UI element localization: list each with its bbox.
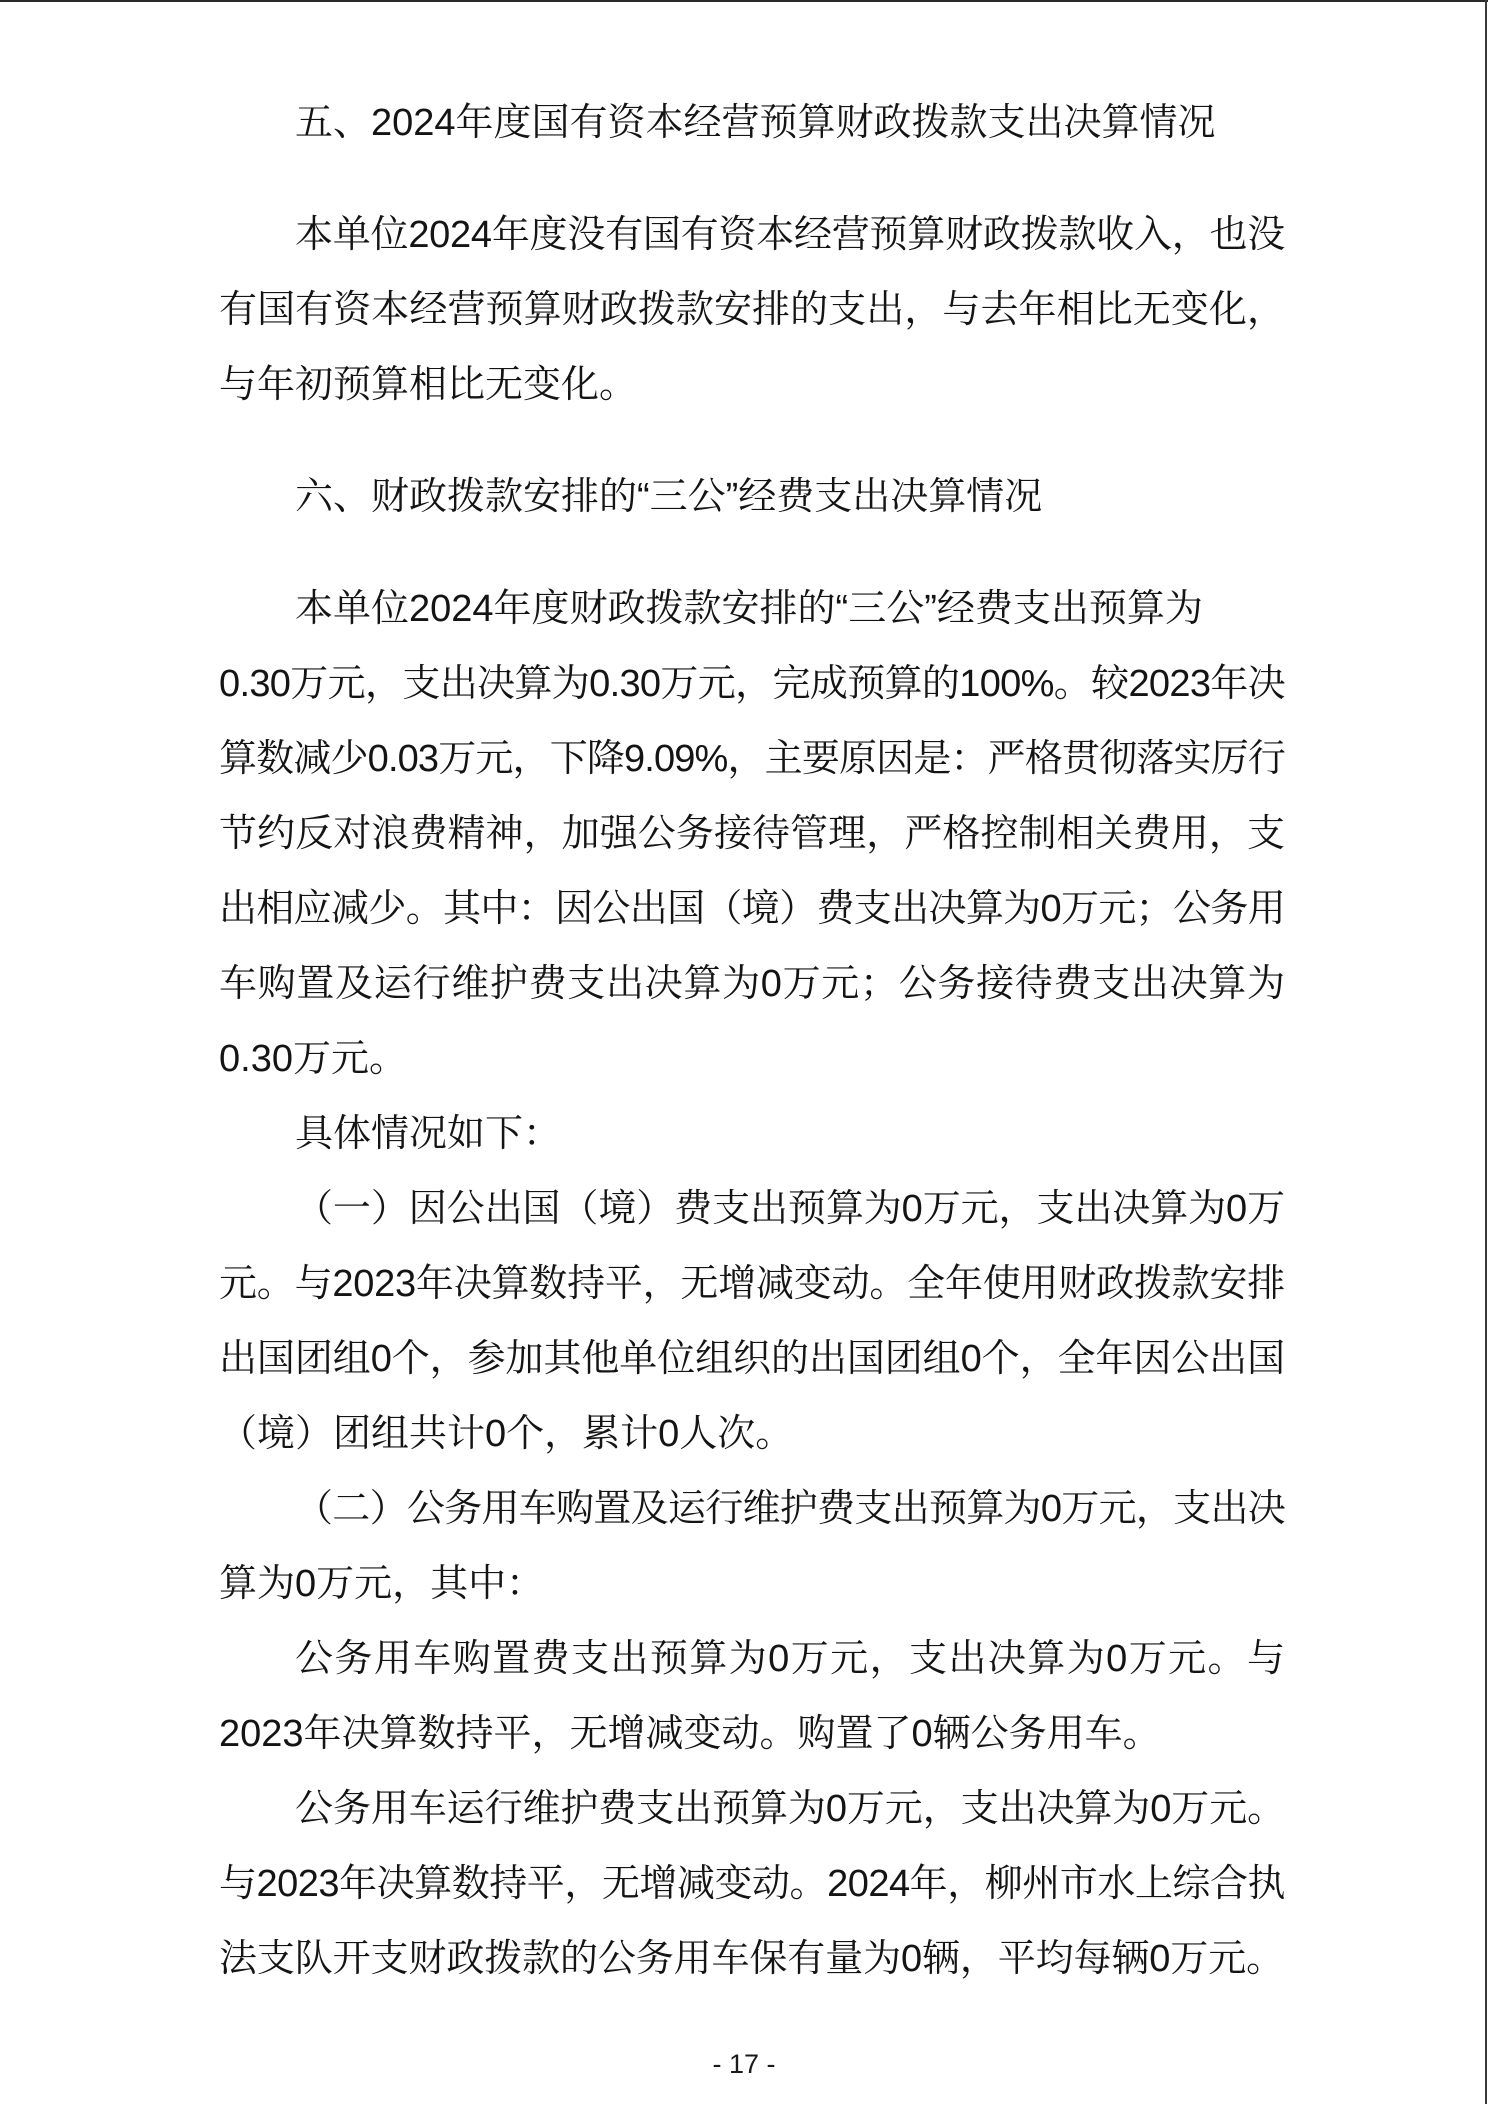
text-line — [219, 1397, 1285, 1472]
text-line-content: 0.30万元。 — [219, 1038, 407, 1080]
text-line — [219, 1697, 1285, 1772]
section-heading-state-capital-budget — [219, 86, 1285, 161]
text-line — [219, 1172, 1285, 1247]
text-line-content: 算数减少0.03万元，下降9.09%，主要原因是：严格贯彻落实厉行 — [219, 738, 1285, 780]
text-line-content: 出相应减少。其中：因公出国（境）费支出决算为0万元；公务用 — [219, 888, 1285, 930]
text-line — [219, 647, 1285, 722]
text-line-content: 出国团组0个，参加其他单位组织的出国团组0个，全年因公出国 — [219, 1338, 1285, 1380]
text-line — [219, 1922, 1285, 1997]
paragraph-vehicle-purchase — [219, 1622, 1285, 1772]
text-line-content: 与2023年决算数持平，无增减变动。2024年，柳州市水上综合执 — [219, 1863, 1285, 1905]
text-line — [219, 1022, 1285, 1097]
text-line — [219, 273, 1285, 348]
text-line-content: 算为0万元，其中： — [219, 1563, 545, 1605]
text-line — [219, 797, 1285, 872]
scan-edge-top — [0, 0, 1488, 2]
text-line-content: 0.30万元，支出决算为0.30万元，完成预算的100%。较2023年决 — [219, 663, 1285, 705]
text-line — [219, 1097, 1285, 1172]
text-line — [219, 722, 1285, 797]
text-line — [219, 947, 1285, 1022]
text-line-content: 公务用车运行维护费支出预算为0万元，支出决算为0万元。 — [295, 1788, 1285, 1830]
scan-edge-right — [1485, 0, 1487, 2104]
text-line-content: 本单位2024年度财政拨款安排的“三公”经费支出预算为 — [295, 588, 1203, 630]
text-line — [219, 348, 1285, 423]
text-line — [219, 1472, 1285, 1547]
text-line-content: 2023年决算数持平，无增减变动。购置了0辆公务用车。 — [219, 1713, 1161, 1755]
text-line-content: （境）团组共计0个，累计0人次。 — [219, 1413, 794, 1455]
text-line — [219, 1772, 1285, 1847]
paragraph-state-capital-budget — [219, 198, 1285, 423]
text-line-content: 公务用车购置费支出预算为0万元，支出决算为0万元。与 — [295, 1638, 1285, 1680]
text-line — [219, 572, 1285, 647]
text-line-content: 具体情况如下： — [295, 1113, 562, 1155]
document-body — [219, 86, 1285, 1997]
section-heading-text: 六、财政拨款安排的“三公”经费支出决算情况 — [295, 476, 1043, 518]
text-line-content: 有国有资本经营预算财政拨款安排的支出，与去年相比无变化， — [219, 289, 1285, 331]
text-line-content: 节约反对浪费精神，加强公务接待管理，严格控制相关费用，支 — [219, 813, 1285, 855]
paragraph-three-public-summary — [219, 572, 1285, 1097]
page-number: - 17 - — [712, 2049, 776, 2079]
text-line — [219, 198, 1285, 273]
text-line-content: 法支队开支财政拨款的公务用车保有量为0辆，平均每辆0万元。 — [219, 1938, 1284, 1980]
text-line-content: （一）因公出国（境）费支出预算为0万元，支出决算为0万 — [295, 1188, 1285, 1230]
paragraph-overseas-travel — [219, 1172, 1285, 1472]
section-heading-three-public-expenses — [219, 460, 1285, 535]
text-line-content: （二）公务用车购置及运行维护费支出预算为0万元，支出决 — [295, 1488, 1285, 1530]
section-heading-text: 五、2024年度国有资本经营预算财政拨款支出决算情况 — [295, 102, 1216, 144]
text-line-content: 与年初预算相比无变化。 — [219, 364, 638, 406]
paragraph-official-vehicles — [219, 1472, 1285, 1622]
paragraph-details-intro — [219, 1097, 1285, 1172]
paragraph-vehicle-operation — [219, 1772, 1285, 1997]
text-line — [219, 872, 1285, 947]
text-line-content: 元。与2023年决算数持平，无增减变动。全年使用财政拨款安排 — [219, 1263, 1285, 1305]
text-line — [219, 1847, 1285, 1922]
text-line — [219, 1247, 1285, 1322]
text-line-content: 车购置及运行维护费支出决算为0万元；公务接待费支出决算为 — [219, 963, 1285, 1005]
text-line — [219, 1547, 1285, 1622]
text-line — [219, 1622, 1285, 1697]
text-line — [219, 1322, 1285, 1397]
text-line-content: 本单位2024年度没有国有资本经营预算财政拨款收入，也没 — [295, 214, 1285, 256]
